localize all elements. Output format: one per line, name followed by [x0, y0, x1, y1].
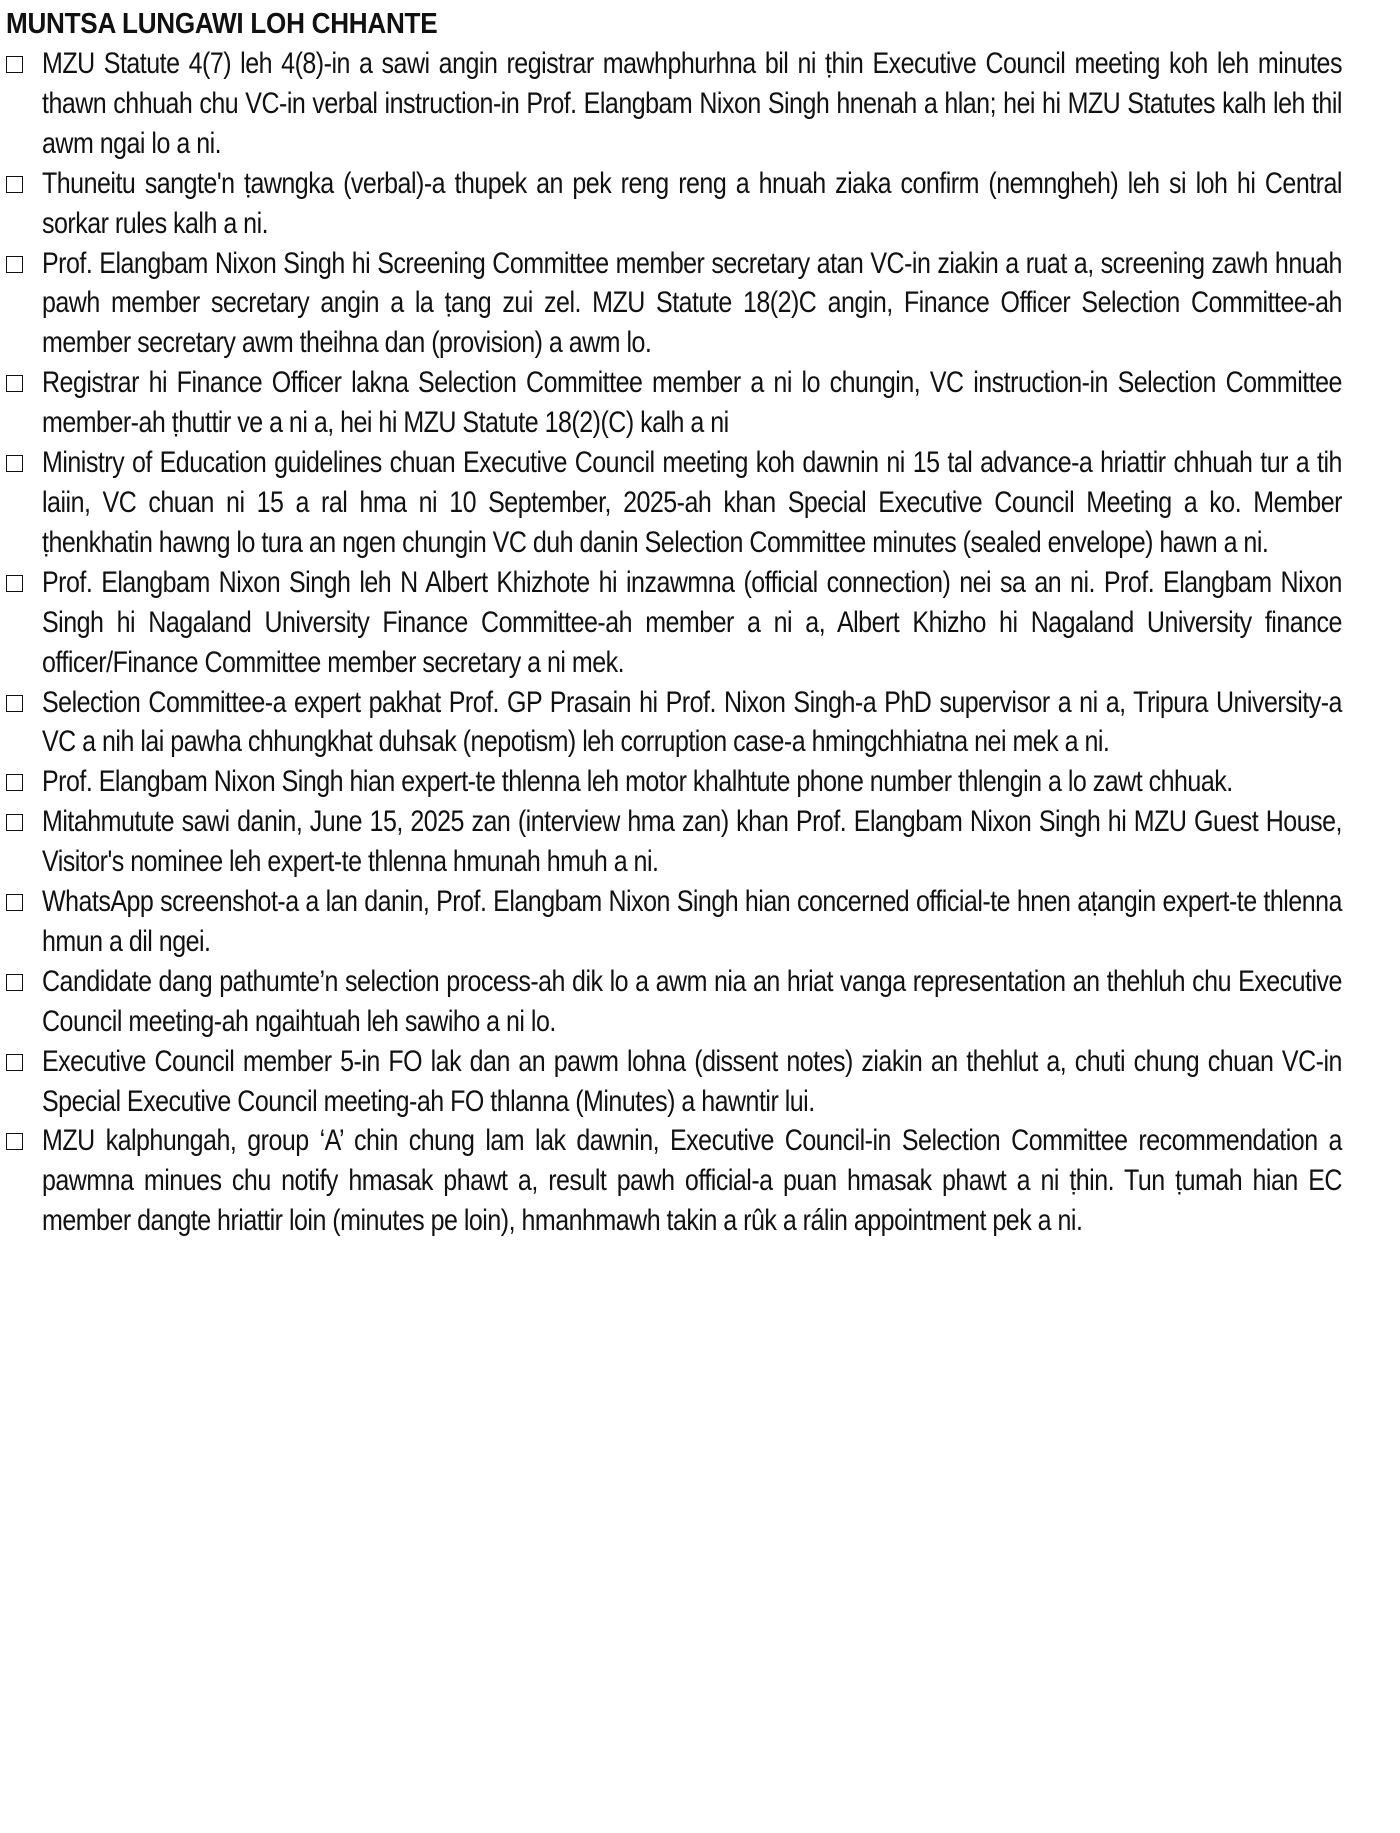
list-item	[4, 882, 1396, 962]
list-item-text: Mitahmutute sawi danin, June 15, 2025 zan (interview hma zan) khan Prof. Elangbam Nixon Singh hi MZU Guest House, Visitor's nominee leh expert-te thlenna hmunah hmuh a ni.	[42, 805, 1342, 879]
list-item-text: MZU kalphungah, group ‘A’ chin chung lam lak dawnin, Executive Council-in Selection Committee recommendation a pawmna minues chu notify hmasak phawt a, result pawh official-a puan hmasak phawt a ni ṭhin. Tun ṭumah hian EC member dangte hriattir loin (minutes pe loin), hmanhmawh takin a rûk a rálin appointment pek a ni.	[42, 1124, 1342, 1238]
list-item-text: WhatsApp screenshot-a a lan danin, Prof. Elangbam Nixon Singh hian concerned official-te hnen aṭangin expert-te thlenna hmun a dil ngei.	[42, 885, 1342, 958]
list-item	[4, 44, 1396, 164]
list-item	[4, 1121, 1396, 1241]
checkbox-icon	[6, 455, 23, 472]
checkbox-icon	[6, 56, 23, 73]
list-item	[4, 244, 1396, 364]
list-item-text: MZU Statute 4(7) leh 4(8)-in a sawi angin registrar mawhphurhna bil ni ṭhin Executive Council meeting koh leh minutes thawn chhuah chu VC-in verbal instruction-in Prof. Elangbam Nixon Singh hnenah a hlan; hei hi MZU Statutes kalh leh thil awm ngai lo a ni.	[42, 47, 1342, 160]
checkbox-icon	[6, 256, 23, 273]
checkbox-icon	[6, 1054, 23, 1071]
checkbox-icon	[6, 575, 23, 592]
list-item-text: Prof. Elangbam Nixon Singh leh N Albert Khizhote hi inzawmna (official connection) nei sa an ni. Prof. Elangbam Nixon Singh hi Nagaland University Finance Committee-ah member a ni a, Albert Khizho hi Nagaland University finance officer/Finance Committee member secretary a ni mek.	[42, 565, 1342, 679]
checkbox-icon	[6, 974, 23, 991]
checkbox-icon	[6, 774, 23, 791]
list-item	[4, 563, 1396, 683]
checkbox-icon	[6, 375, 23, 392]
checkbox-icon	[6, 695, 23, 712]
list-item	[4, 962, 1396, 1042]
list-item	[4, 363, 1396, 443]
checkbox-icon	[6, 814, 23, 831]
list-item-text: Executive Council member 5-in FO lak dan an pawm lohna (dissent notes) ziakin an thehlut a, chuti chung chuan VC-in Special Executive Council meeting-ah FO thlanna (Minutes) a hawntir lui.	[42, 1044, 1342, 1118]
checkbox-icon	[6, 894, 23, 911]
list-item	[4, 683, 1396, 763]
checkbox-icon	[6, 176, 23, 193]
list-item-text: Selection Committee-a expert pakhat Prof. GP Prasain hi Prof. Nixon Singh-a PhD supervisor a ni a, Tripura University-a VC a nih lai pawha chhungkhat duhsak (nepotism) leh corruption case-a hmingchhiatna nei mek a ni.	[42, 685, 1342, 759]
list-item-text: Thuneitu sangte'n ṭawngka (verbal)-a thupek an pek reng reng a hnuah ziaka confirm (nemngheh) leh si loh hi Central sorkar rules kalh a ni.	[42, 166, 1342, 240]
list-item	[4, 1042, 1396, 1122]
list-item	[4, 164, 1396, 244]
list-item-text: Registrar hi Finance Officer lakna Selection Committee member a ni lo chungin, VC instruction-in Selection Committee member-ah ṭhuttir ve a ni a, hei hi MZU Statute 18(2)(C) kalh a ni	[42, 366, 1342, 440]
list-item	[4, 443, 1396, 563]
document-heading: MUNTSA LUNGAWI LOH CHHANTE	[6, 8, 438, 40]
list-item-text: Ministry of Education guidelines chuan Executive Council meeting koh dawnin ni 15 tal advance-a hriattir chhuah tur a tih laiin, VC chuan ni 15 a ral hma ni 10 September, 2025-ah khan Special Executive Council Meeting a ko. Member ṭhenkhatin hawng lo tura an ngen chungin VC duh danin Selection Committee minutes (sealed envelope) hawn a ni.	[42, 446, 1342, 559]
list-item-text: Prof. Elangbam Nixon Singh hi Screening Committee member secretary atan VC-in ziakin a ruat a, screening zawh hnuah pawh member secretary angin a la ṭang zui zel. MZU Statute 18(2)C angin, Finance Officer Selection Committee-ah member secretary awm theihna dan (provision) a awm lo.	[42, 246, 1342, 360]
list-item-text: Prof. Elangbam Nixon Singh hian expert-te thlenna leh motor khalhtute phone number thlengin a lo zawt chhuak.	[42, 765, 1233, 799]
checkbox-icon	[6, 1133, 23, 1150]
list-item	[4, 762, 1396, 802]
list-item-text: Candidate dang pathumte’n selection process-ah dik lo a awm nia an hriat vanga representation an thehluh chu Executive Council meeting-ah ngaihtuah leh sawiho a ni lo.	[42, 964, 1342, 1038]
bullet-list	[4, 44, 1396, 1241]
list-item	[4, 802, 1396, 882]
